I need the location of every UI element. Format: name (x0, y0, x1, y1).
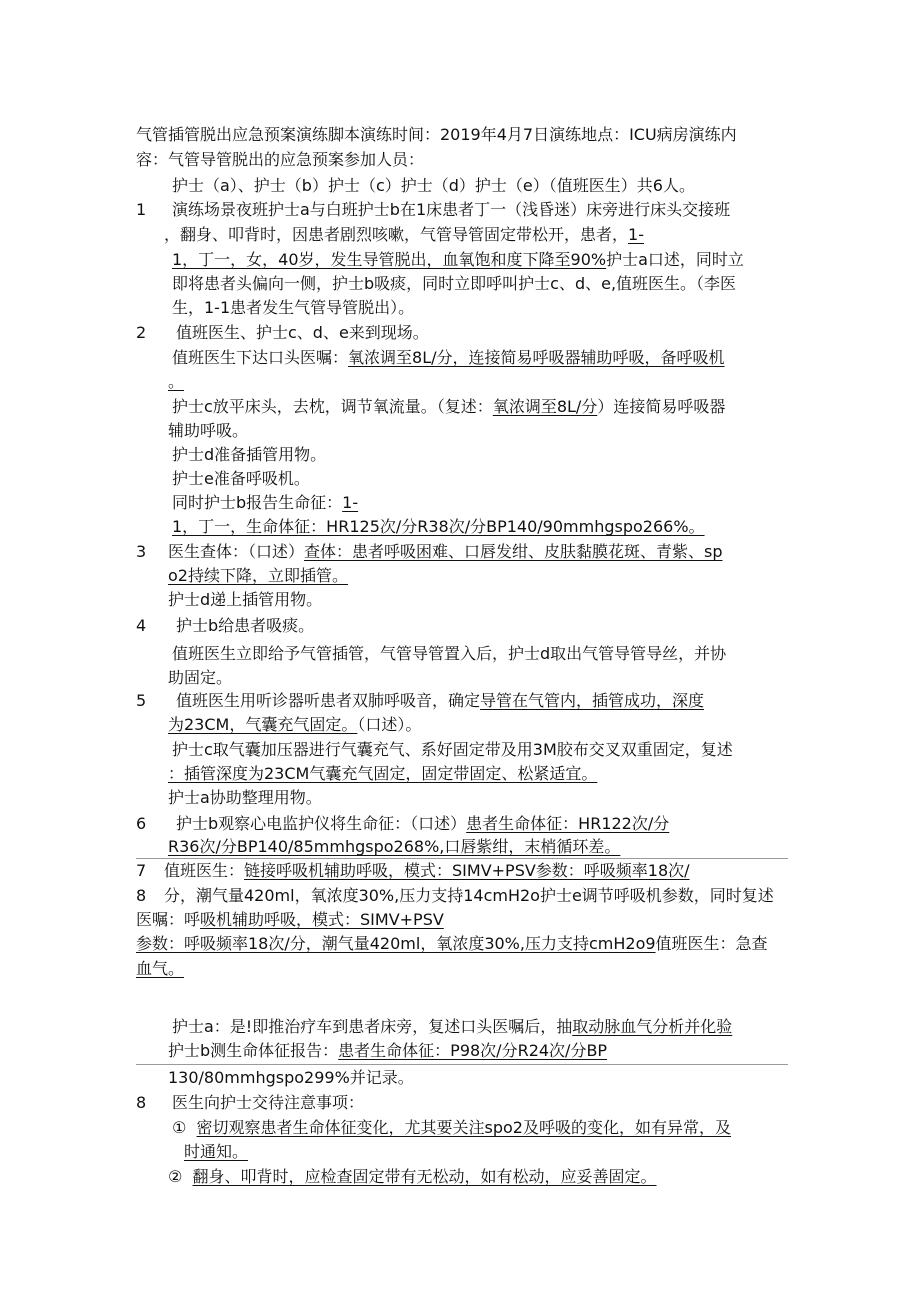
s8-item-1-text: 密切观察患者生命体征变化，尤其要关注spo2及呼吸的变化，如有异常，及 (196, 1118, 731, 1137)
s5-line-2 (168, 714, 421, 736)
s5-line-2-text: （口述）。 (357, 715, 422, 734)
s1-line-2-underlined: 1- (628, 225, 644, 244)
s2-line-8 (172, 492, 358, 514)
s7-line-8: 130/80mmhgspo299%并记录。 (168, 1068, 414, 1087)
s6-line-1-text: 护士b观察心电监护仪将生命征：（口述） (176, 814, 467, 833)
s3-line-1-underlined: 查体：患者呼吸困难、口唇发绀、皮肤黏膜花斑、青紫、sp (304, 542, 723, 561)
s7-line-6-underlined: 取动脉血气分析并化验 (572, 1017, 733, 1036)
section-number-5: 5 (136, 691, 147, 710)
s7-line-4-underlined: 参数：呼吸频率18次/分，潮气量420ml，氧浓度30%,压力支持cmH2o9 (136, 934, 656, 953)
s2-line-8-underlined: 1- (342, 493, 359, 512)
s5-line-3: 护士c取气囊加压器进行气囊充气、系好固定带及用3M胶布交叉双重固定，复述 (172, 740, 733, 759)
s2-line-4-underlined: 氧浓调至8L/分 (492, 397, 598, 416)
s2-line-2 (172, 347, 725, 369)
s4-line-1: 护士b给患者吸痰。 (176, 616, 315, 635)
s7-line-7 (168, 1040, 607, 1062)
s1-line-1: 演练场景夜班护士a与白班护士b在1床患者丁一（浅昏迷）床旁进行床头交接班 (172, 200, 731, 219)
s8-item-1-cont: 时通知。 (184, 1142, 249, 1161)
section-number-2: 2 (136, 323, 147, 342)
s1-line-5: 生，1-1患者发生气管导管脱出）。 (172, 298, 415, 317)
s2-line-2-underlined: 氧浓调至8L/分，连接简易呼吸器辅助呼吸，备呼吸机 (348, 348, 725, 367)
s2-line-7: 护士e准备呼吸机。 (172, 469, 310, 488)
s2-line-1: 值班医生、护士c、d、e来到现场。 (176, 323, 429, 342)
s3-line-1 (168, 541, 723, 563)
s8-item-1-marker: ① (172, 1118, 187, 1137)
divider-line-1 (136, 858, 788, 859)
s6-line-2: R36次/分BP140/85mmhgspo268%,口唇紫绀，末梢循环差。 (168, 837, 621, 856)
s5-line-1-underlined: 导管在气管内，插管成功，深度 (480, 691, 705, 710)
s1-line-3-text: 护士a口述，同时立 (606, 250, 744, 269)
s2-line-2-text: 值班医生下达口头医嘱： (172, 348, 349, 367)
s8-item-2-marker: ② (168, 1167, 183, 1186)
s6-line-1-underlined: 患者生命体征：HR122次∕分 (466, 814, 670, 833)
s1-line-4: 即将患者头偏向一侧，护士b吸痰，同时立即呼叫护士c、d、e,值班医生。（李医 (172, 274, 737, 293)
s7-line-6-text: 护士a：是!即推治疗车到患者床旁，复述口头医嘱后，抽 (172, 1017, 573, 1036)
s5-line-2-underlined: 为23CM，气囊充气固定。 (168, 715, 358, 734)
s7-line-5: 血气。 (136, 959, 185, 978)
s2-line-4-text-b: ）连接简易呼吸器 (597, 397, 726, 416)
s1-line-3-underlined: 1，丁一，女，40岁，发生导管脱出，血氧饱和度下降至90% (172, 250, 607, 269)
s5-line-5: 护士a协助整理用物。 (168, 788, 322, 807)
s8-item-2-text: 翻身、叩背时，应检查固定带有无松动，如有松动，应妥善固定。 (192, 1167, 657, 1186)
section-number-8: 8 (136, 1093, 147, 1112)
s7-line-4-text: 值班医生：急查 (655, 934, 768, 953)
s7-line-1-text: 值班医生： (164, 861, 245, 880)
s7-line-3-underlined: 吸机辅助呼吸，模式：SIMV+PSV (200, 910, 444, 929)
section-number-8a: 8 (136, 886, 147, 905)
s8-line-1: 医生向护士交待注意事项： (172, 1093, 365, 1112)
s2-line-5: 辅助呼吸。 (168, 421, 249, 440)
s2-line-8-text: 同时护士b报告生命征： (172, 493, 343, 512)
s3-line-3: 护士d递上插管用物。 (168, 590, 323, 609)
s1-line-2 (164, 224, 644, 246)
s7-line-1-underlined: 链接呼吸机辅助呼吸，模式：SIMV+PSV参数：呼吸频率18次∕ (244, 861, 690, 880)
s8-item-1 (172, 1117, 731, 1139)
divider-line-2 (136, 1064, 788, 1065)
s2-line-9: 1，丁一，生命体征：HR125次∕分R38次/分BP140/90mmhgspo266%。 (172, 517, 705, 536)
s5-line-1 (176, 690, 704, 712)
s7-line-7-underlined: 患者生命体征：P98次∕分R24次∕分BP (338, 1041, 608, 1060)
s7-line-1 (164, 860, 690, 882)
s1-line-2-text: ，翻身、叩背时，因患者剧烈咳嗽，气管导管固定带松开，患者， (164, 225, 629, 244)
s7-line-3 (136, 909, 444, 931)
participants-line: 护士（a）、护士（b）护士（c）护士（d）护士（e）（值班医生）共6人。 (172, 176, 695, 195)
s5-line-1-text: 值班医生用听诊器听患者双肺呼吸音，确定 (176, 691, 481, 710)
s2-line-3: 。 (168, 372, 185, 391)
s1-line-3 (172, 249, 744, 271)
s2-line-4 (172, 396, 725, 418)
s8-item-2 (168, 1166, 657, 1188)
section-number-4: 4 (136, 616, 147, 635)
header-line-1: 气管插管脱出应急预案演练脚本演练时间：2019年4月7日演练地点：ICU病房演练内 (136, 125, 737, 144)
section-number-7: 7 (136, 861, 147, 880)
header-line-2: 容：气管导管脱出的应急预案参加人员： (136, 150, 425, 169)
s3-line-1-text: 医生查体：（口述） (168, 542, 305, 561)
s7-line-7-text: 护士b测生命体征报告： (168, 1041, 339, 1060)
s2-line-4-text-a: 护士c放平床头，去枕，调节氧流量。（复述： (172, 397, 493, 416)
s4-line-2: 值班医生立即给予气管插管，气管导管置入后，护士d取出气管导管导丝，并协 (172, 644, 727, 663)
s3-line-2: o2持续下降，立即插管。 (168, 566, 348, 585)
s2-line-6: 护士d准备插管用物。 (172, 445, 327, 464)
s7-line-2: 分，潮气量420ml，氧浓度30%,压力支持14cmH2o护士e调节呼吸机参数，同时复述 (164, 886, 774, 905)
s5-line-4: ：插管深度为23CM气囊充气固定，固定带固定、松紧适宜。 (168, 764, 598, 783)
section-number-3: 3 (136, 542, 147, 561)
section-number-1: 1 (136, 200, 147, 219)
s7-line-6 (172, 1016, 732, 1038)
section-number-6: 6 (136, 814, 147, 833)
s7-line-4 (136, 933, 768, 955)
s7-line-3-text: 医嘱：呼 (136, 910, 201, 929)
s4-line-3: 助固定。 (168, 668, 233, 687)
s6-line-1 (176, 813, 669, 835)
